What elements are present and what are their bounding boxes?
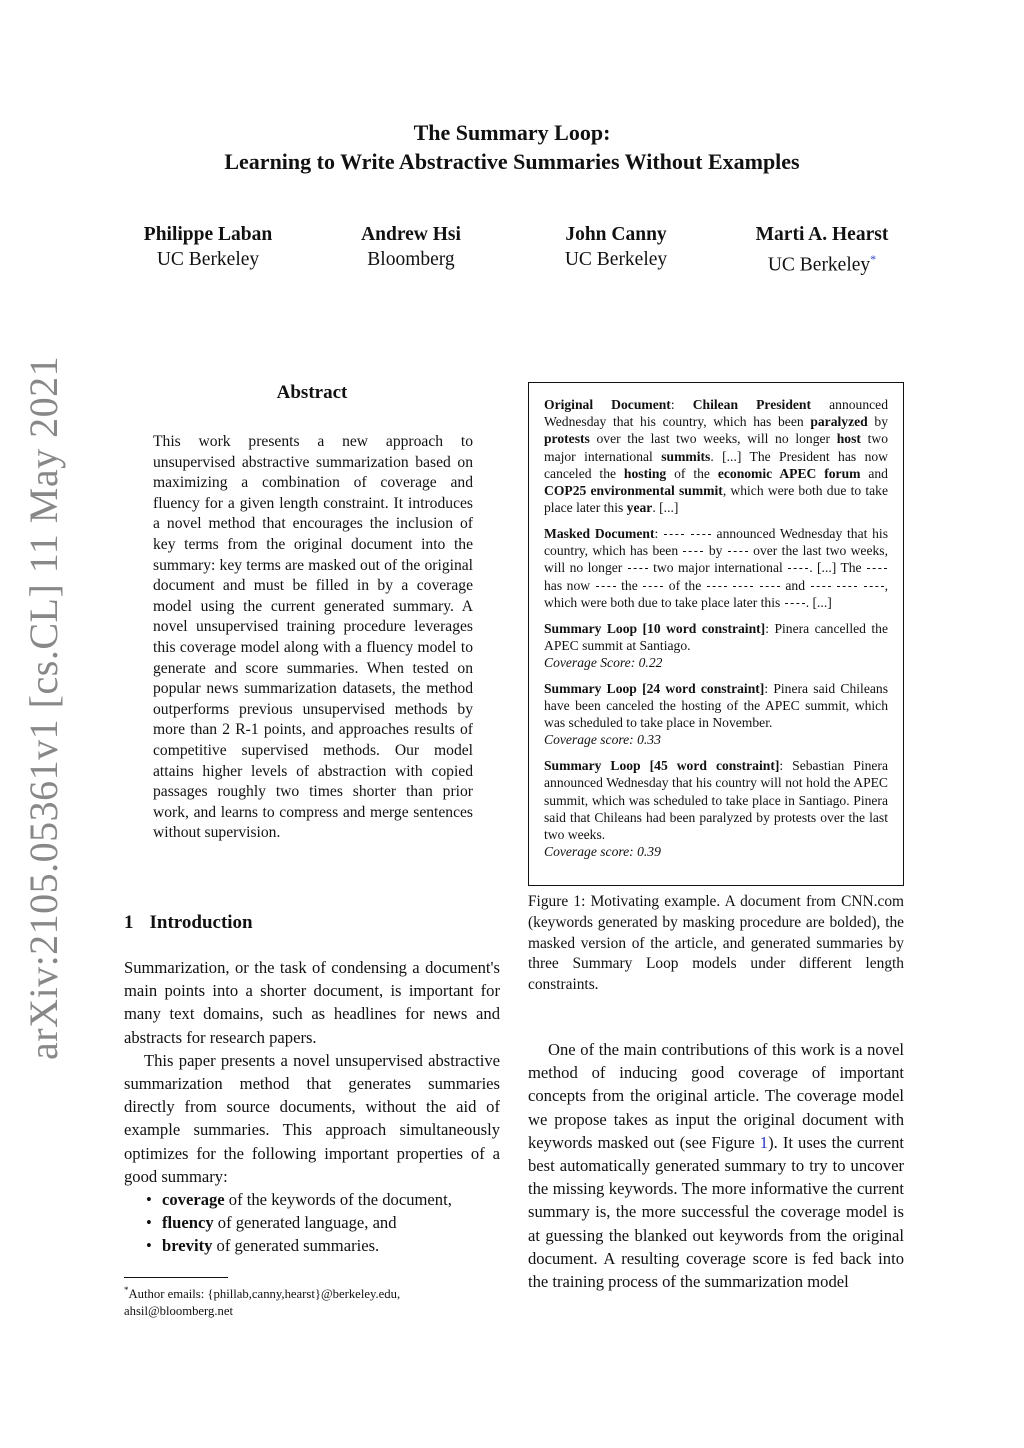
mask-blank (785, 603, 805, 604)
author-affiliation: UC Berkeley (767, 254, 871, 276)
keyword: summits (661, 448, 711, 464)
list-item-text: of the keywords of the document, (224, 1190, 452, 1210)
mask-blank (664, 534, 684, 535)
coverage-score: Coverage score: 0.39 (544, 844, 661, 860)
paper-title (0, 118, 1024, 176)
body-text: ). It uses the current best automatically generated summary to try to uncover the missing keywords. The more informative the current summary is, the more successful the coverage model is at guessing the blanked out keywords from the original document. A resulting coverage score is fed back into the training process of the summarization model (528, 1132, 904, 1292)
list-item-text: of generated summaries. (212, 1236, 380, 1256)
doc-text: the (616, 577, 643, 593)
author-affiliation: Bloomberg (367, 249, 455, 270)
author-block (742, 222, 902, 278)
mask-blank (628, 568, 648, 569)
summary-entry: Summary Loop [24 word constraint]: Pinera said Chileans have been canceled the hosting of the APEC summit, which was scheduled to take place in November. Coverage score: 0.33 (544, 680, 888, 748)
summary-text: Sebastian Pinera announced Wednesday that his country will not hold the APEC summit, which was scheduled to take place in Santiago. Pinera said that Chileans had been paralyzed by protests over the last two weeks. (544, 758, 888, 843)
mask-blank (596, 586, 616, 587)
mask-blank (707, 586, 727, 587)
masked-label: Masked Document (544, 526, 655, 542)
keyword: economic APEC forum (717, 465, 861, 481)
footnote-mark: * (124, 1285, 129, 1295)
keyword: protests (544, 431, 590, 447)
property-list (124, 1188, 500, 1258)
doc-text: over the last two weeks, will no longer (544, 543, 888, 576)
mask-blank (683, 551, 703, 552)
title-line-1: The Summary Loop: (413, 120, 611, 145)
author-affiliation-with-mark (742, 247, 902, 278)
mask-blank (837, 586, 857, 587)
doc-text: and (780, 577, 810, 593)
author-block (128, 222, 288, 272)
mask-blank (811, 586, 831, 587)
figure-content (544, 396, 888, 869)
author-name: Andrew Hsi (361, 224, 461, 245)
list-item (124, 1234, 500, 1257)
arxiv-identifier: arXiv:2105.05361v1 [cs.CL] 11 May 2021 (21, 355, 66, 1060)
doc-text: of the (666, 465, 718, 481)
author-name: Philippe Laban (143, 224, 273, 245)
doc-text: , which were both due to take place later this (544, 483, 889, 516)
list-item (124, 1188, 500, 1211)
doc-text: over the last two weeks, will no longer (589, 431, 837, 447)
doc-text: two major international (544, 431, 888, 464)
summary-entry: Summary Loop [10 word constraint]: Pinera cancelled the APEC summit at Santiago. Coverage Score: 0.22 (544, 620, 888, 671)
footnote-marker[interactable]: * (870, 252, 877, 266)
doc-text: of the (664, 577, 706, 593)
body-column-right (528, 1038, 904, 1293)
masked-document: Masked Document: announced Wednesday that his country, which has been by over the last two weeks, will no longer two major international . [...] The has now the of the and , which were both due to take place later this . [...] (544, 526, 888, 610)
original-document: Original Document: Chilean President announced Wednesday that his country, which has been paralyzed by protests over the last two weeks, will no longer host two major international summits. [...] The President has now canceled the hosting of the economic APEC forum and COP25 environmental summit, which were both due to take place later this year. [...] (544, 397, 889, 516)
doc-text: has now (544, 577, 595, 593)
footnote-divider (124, 1277, 228, 1278)
figure-caption: Figure 1: Motivating example. A document from CNN.com (keywords generated by masking procedure are bolded), the masked version of the article, and generated summaries by three Summary Loop models under different length constraints. (528, 893, 904, 994)
section-title: Introduction (149, 912, 253, 933)
mask-blank (864, 586, 884, 587)
mask-blank (788, 568, 808, 569)
summary-entry: Summary Loop [45 word constraint]: Sebastian Pinera announced Wednesday that his country will not hold the APEC summit, which was scheduled to take place in Santiago. Pinera said that Chileans had been paralyzed by protests over the last two weeks. Coverage score: 0.39 (544, 758, 888, 860)
footnote-text: Author emails: {phillab,canny,hearst}@berkeley.edu, ahsil@bloomberg.net (124, 1287, 401, 1319)
list-item (124, 1211, 500, 1234)
section-heading (124, 912, 253, 934)
summary-label: Summary Loop [10 word constraint] (544, 620, 766, 636)
mask-blank (733, 586, 753, 587)
doc-text: . [...] (805, 594, 832, 610)
doc-text: and (860, 465, 888, 481)
list-item-text: of generated language, and (213, 1213, 397, 1233)
list-item-term: brevity (162, 1236, 213, 1256)
keyword: Chilean President (692, 397, 812, 412)
abstract-heading: Abstract (276, 382, 348, 403)
keyword: hosting (623, 465, 667, 481)
figure-reference-link[interactable]: 1 (759, 1132, 769, 1152)
doc-text: by (704, 543, 727, 559)
doc-text: by (867, 414, 888, 430)
intro-paragraph: This paper presents a novel unsupervised abstractive summarization method that generates summaries directly from source documents, without the aid of example summaries. This approach simultaneously optimizes for the following important properties of a good summary: (124, 1050, 500, 1186)
author-name: Marti A. Hearst (755, 224, 889, 245)
list-item-term: fluency (162, 1213, 214, 1233)
coverage-score: Coverage Score: 0.22 (544, 655, 663, 671)
body-text: One of the main contributions of this work is a novel method of inducing good coverage of important concepts from the original article. The coverage model we propose takes as input the original document with keywords masked out (see Figure (528, 1040, 904, 1152)
doc-text: . [...] (652, 500, 679, 516)
body-paragraph (528, 1038, 904, 1293)
keyword: paralyzed (810, 414, 868, 430)
original-label: Original Document (544, 397, 671, 412)
summary-label: Summary Loop [45 word constraint] (544, 758, 780, 774)
abstract-text: This work presents a new approach to unsupervised abstractive summarization based on maximizing a combination of coverage and fluency for a given length constraint. It introduces a novel method that encourages the inclusion of key terms from the original document into the summary: key terms are masked out of the original document and must be filled in by a coverage model using the current generated summary. A novel unsupervised training procedure leverages this coverage model along with a fluency model to generate and score summaries. When tested on popular news summarization datasets, the method outperforms previous unsupervised methods by more than 2 R-1 points, and approaches results of competitive supervised methods. Our model attains higher levels of abstraction with copied passages roughly two times shorter than prior work, and learns to compress and merge sentences without supervision. (153, 433, 473, 842)
author-affiliation: UC Berkeley (564, 249, 668, 270)
summary-text: Pinera cancelled the APEC summit at Santiago. (544, 620, 888, 653)
keyword: COP25 environmental summit (544, 483, 723, 499)
footnote (124, 1282, 502, 1320)
summary-text: Pinera said Chileans have been canceled the hosting of the APEC summit, which was scheduled to take place in November. (544, 680, 888, 731)
keyword: year (626, 500, 653, 516)
keyword: host (836, 431, 861, 447)
mask-blank (867, 568, 887, 569)
mask-blank (728, 551, 748, 552)
intro-paragraph: Summarization, or the task of condensing a document's main points into a shorter document, is important for many text domains, such as headlines for news and abstracts for research papers. (124, 958, 500, 1047)
doc-text: announced Wednesday that his country, which has been (544, 526, 888, 559)
author-block (546, 222, 686, 272)
mask-blank (691, 534, 711, 535)
intro-column (124, 956, 500, 1258)
doc-text: , which were both due to take place later this (544, 577, 888, 610)
doc-text: two major international (648, 560, 788, 576)
doc-text: announced Wednesday that his country, which has been (544, 397, 888, 430)
author-affiliation: UC Berkeley (156, 249, 260, 270)
list-item-term: coverage (162, 1190, 225, 1210)
title-line-2: Learning to Write Abstractive Summaries Without Examples (224, 149, 800, 174)
coverage-score: Coverage score: 0.33 (544, 732, 661, 748)
doc-text: . [...] The (809, 560, 866, 576)
doc-text: . [...] The President has now canceled the (544, 448, 888, 481)
author-block (341, 222, 481, 272)
summary-label: Summary Loop [24 word constraint] (544, 680, 765, 696)
author-name: John Canny (565, 224, 667, 245)
mask-blank (760, 586, 780, 587)
mask-blank (643, 586, 663, 587)
section-number: 1 (124, 912, 134, 933)
